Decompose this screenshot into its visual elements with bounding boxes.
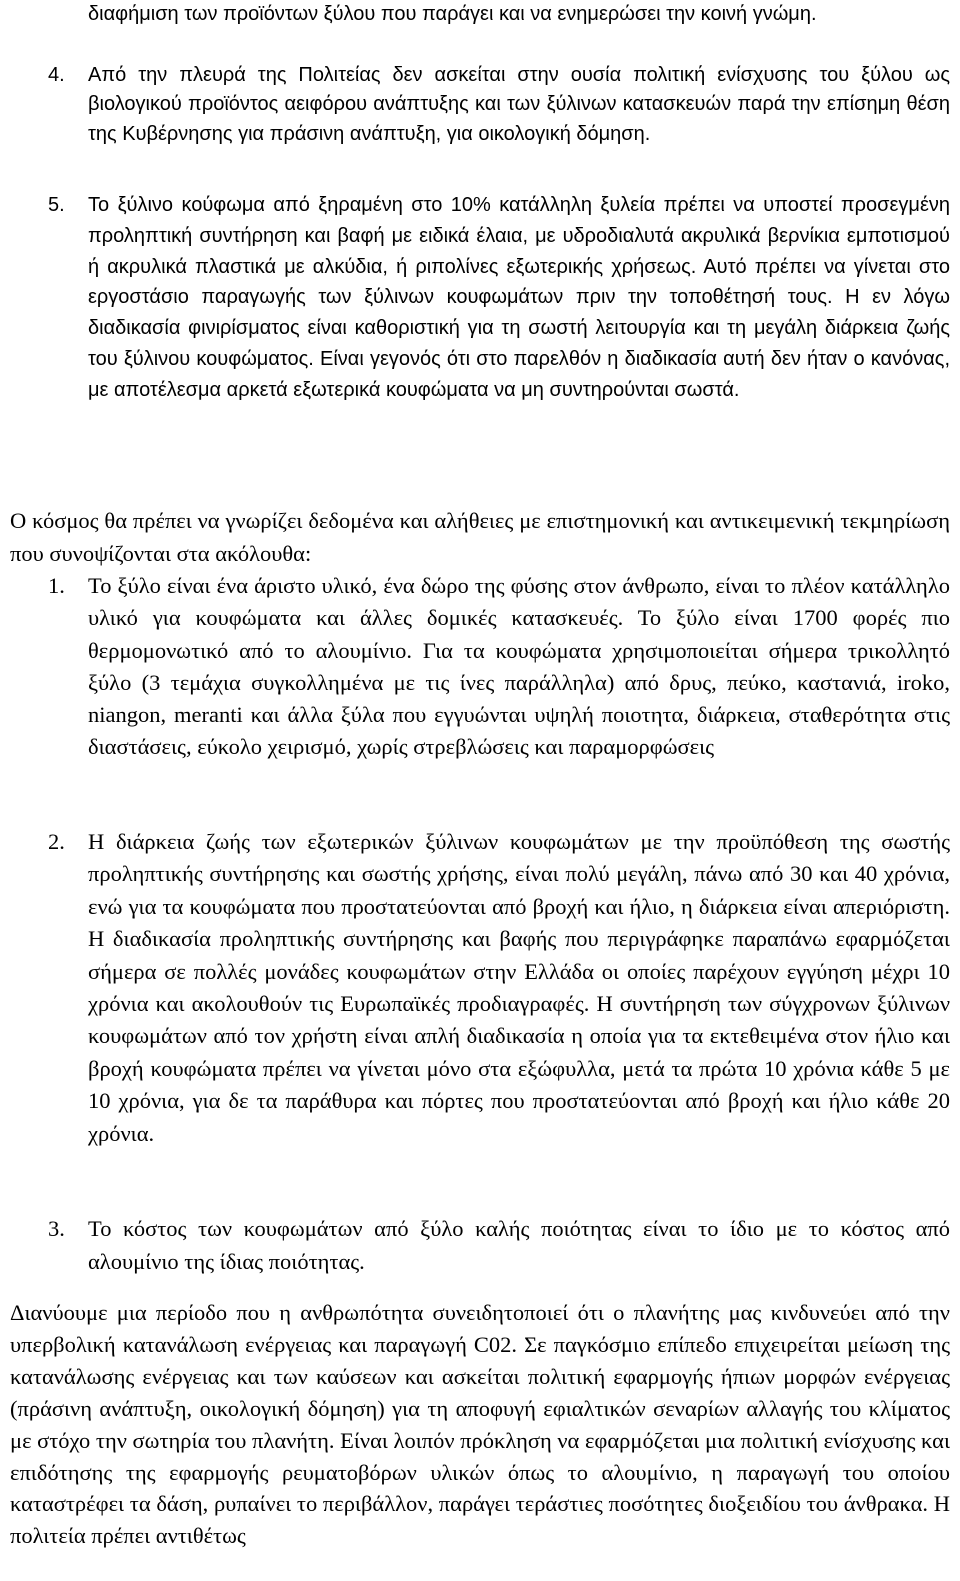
- list-number: 1.: [48, 573, 65, 598]
- list-number: 3.: [48, 1216, 65, 1241]
- list-number: 2.: [48, 829, 65, 854]
- fact-item-3: [48, 1213, 950, 1278]
- list-text: Το κόστος των κουφωμάτων από ξύλο καλής ποιότητας είναι το ίδιο με το κόστος από αλουμίνιο της ίδιας ποιότητας.: [88, 1216, 950, 1274]
- list-text: Από την πλευρά της Πολιτείας δεν ασκείται στην ουσία πολιτική ενίσχυσης του ξύλου ως βιολογικού προϊόντος αειφόρου ανάπτυξης και των ξύλινων κατασκευών παρά την επίσημη θέση της Κυβέρνησης για πράσινη ανάπτυξη, για οικολογική δόμηση.: [88, 64, 950, 145]
- closing-paragraph: Διανύουμε μια περίοδο που η ανθρωπότητα συνειδητοποιεί ότι ο πλανήτης μας κινδυνεύει από την υπερβολική κατανάλωση ενέργειας και παραγωγή C02. Σε παγκόσμιο επίπεδο επιχειρείται μείωση της κατανάλωσης ενέργειας και των καύσεων και ασκείται πολιτική εφαρμογής ήπιων μορφών ενέργειας (πράσινη ανάπτυξη, οικολογική δόμηση) για τη αποφυγή εφιαλτικών σεναρίων αλλαγής του κλίματος με στόχο την σωτηρία του πλανήτη. Είναι λοιπόν πρόκληση να εφαρμόζεται μια πολιτική ενίσχυσης και επιδότησης της εφαρμογής ρευματοβόρων υλικών όπως το αλουμίνιο, η παραγωγή του οποίου καταστρέφει τα δάση, ρυπαίνει το περιβάλλον, παράγει τεράστιες ποσότητες διοξειδίου του άνθρακα. Η πολιτεία πρέπει αντιθέτως: [10, 1300, 950, 1549]
- continuation-paragraph: διαφήμιση των προϊόντων ξύλου που παράγει και να ενημερώσει την κοινή γνώμη.: [88, 3, 817, 25]
- list-text: Το ξύλινο κούφωμα από ξηραμένη στο 10% κατάλληλη ξυλεία πρέπει να υποστεί προσεγμένη προληπτική συντήρηση και βαφή με ειδικά έλαια, με υδροδιαλυτά ακρυλικά βερνίκια εμποτισμού ή ακρυλικά πλαστικά με αλκύδια, ή ριπολίνες εξωτερικής χρήσεως. Αυτό πρέπει να γίνεται στο εργοστάσιο παραγωγής των ξύλινων κουφωμάτων πριν την τοποθέτησή τους. Η εν λόγω διαδικασία φινιρίσματος είναι καθοριστική για τη σωστή λειτουργία και τη μεγάλη διάρκεια ζωής του ξύλινου κουφώματος. Είναι γεγονός ότι στο παρελθόν η διαδικασία αυτή δεν ήταν ο κανόνας, με αποτέλεσμα αρκετά εξωτερικά κουφώματα να μη συντηρούνται σωστά.: [88, 194, 950, 401]
- list-item-4: [48, 61, 950, 149]
- list-number: 4.: [48, 64, 65, 86]
- list-text: Το ξύλο είναι ένα άριστο υλικό, ένα δώρο της φύσης στον άνθρωπο, είναι το πλέον κατάλληλο υλικό για κουφώματα και άλλες δομικές κατασκευές. Το ξύλο είναι 1700 φορές πιο θερμομονωτικό από το αλουμίνιο. Για τα κουφώματα χρησιμοποιείται σήμερα τρικολλητό ξύλο (3 τεμάχια συγκολλημένα με τις ίνες παράλληλα) από δρυς, πεύκο, καστανιά, iroko, niangon, meranti και άλλα ξύλα που εγγυώνται υψηλή ποιοτητα, διάρκεια, σταθερότητα στις διαστάσεις, εύκολο χειρισμό, χωρίς στρεβλώσεις και παραμορφώσεις: [88, 573, 950, 760]
- fact-item-2: [48, 826, 950, 1150]
- intro-paragraph: Ο κόσμος θα πρέπει να γνωρίζει δεδομένα και αλήθειες με επιστημονική και αντικειμενική τεκμηρίωση που συνοψίζονται στα ακόλουθα:: [10, 508, 950, 566]
- list-item-5: [48, 190, 950, 406]
- list-text: Η διάρκεια ζωής των εξωτερικών ξύλινων κουφωμάτων με την προϋπόθεση της σωστής προληπτικής συντήρησης και σωστής χρήσης, είναι πολύ μεγάλη, πάνω από 30 και 40 χρόνια, ενώ για τα κουφώματα που προστατεύονται από βροχή και ήλιο, η διάρκεια είναι απεριόριστη. Η διαδικασία προληπτικής συντήρησης και βαφής που περιγράφηκε παραπάνω εφαρμόζεται σήμερα σε πολλές μονάδες κουφωμάτων στην Ελλάδα οι οποίες παρέχουν εγγύηση μέχρι 10 χρόνια και ακολουθούν τις Ευρωπαϊκές προδιαγραφές. Η συντήρηση των σύγχρονων ξύλινων κουφωμάτων από τον χρήστη είναι απλή διαδικασία η οποία για τα εκτεθειμένα στον ήλιο και βροχή κουφώματα πρέπει να γίνεται μόνο στα εξώφυλλα, μετά τα πρώτα 10 χρόνια κάθε 5 με 10 χρόνια, για δε τα παράθυρα και πόρτες που προστατεύονται από βροχή και ήλιο κάθε 20 χρόνια.: [88, 829, 950, 1146]
- fact-item-1: [48, 570, 950, 764]
- list-number: 5.: [48, 194, 65, 216]
